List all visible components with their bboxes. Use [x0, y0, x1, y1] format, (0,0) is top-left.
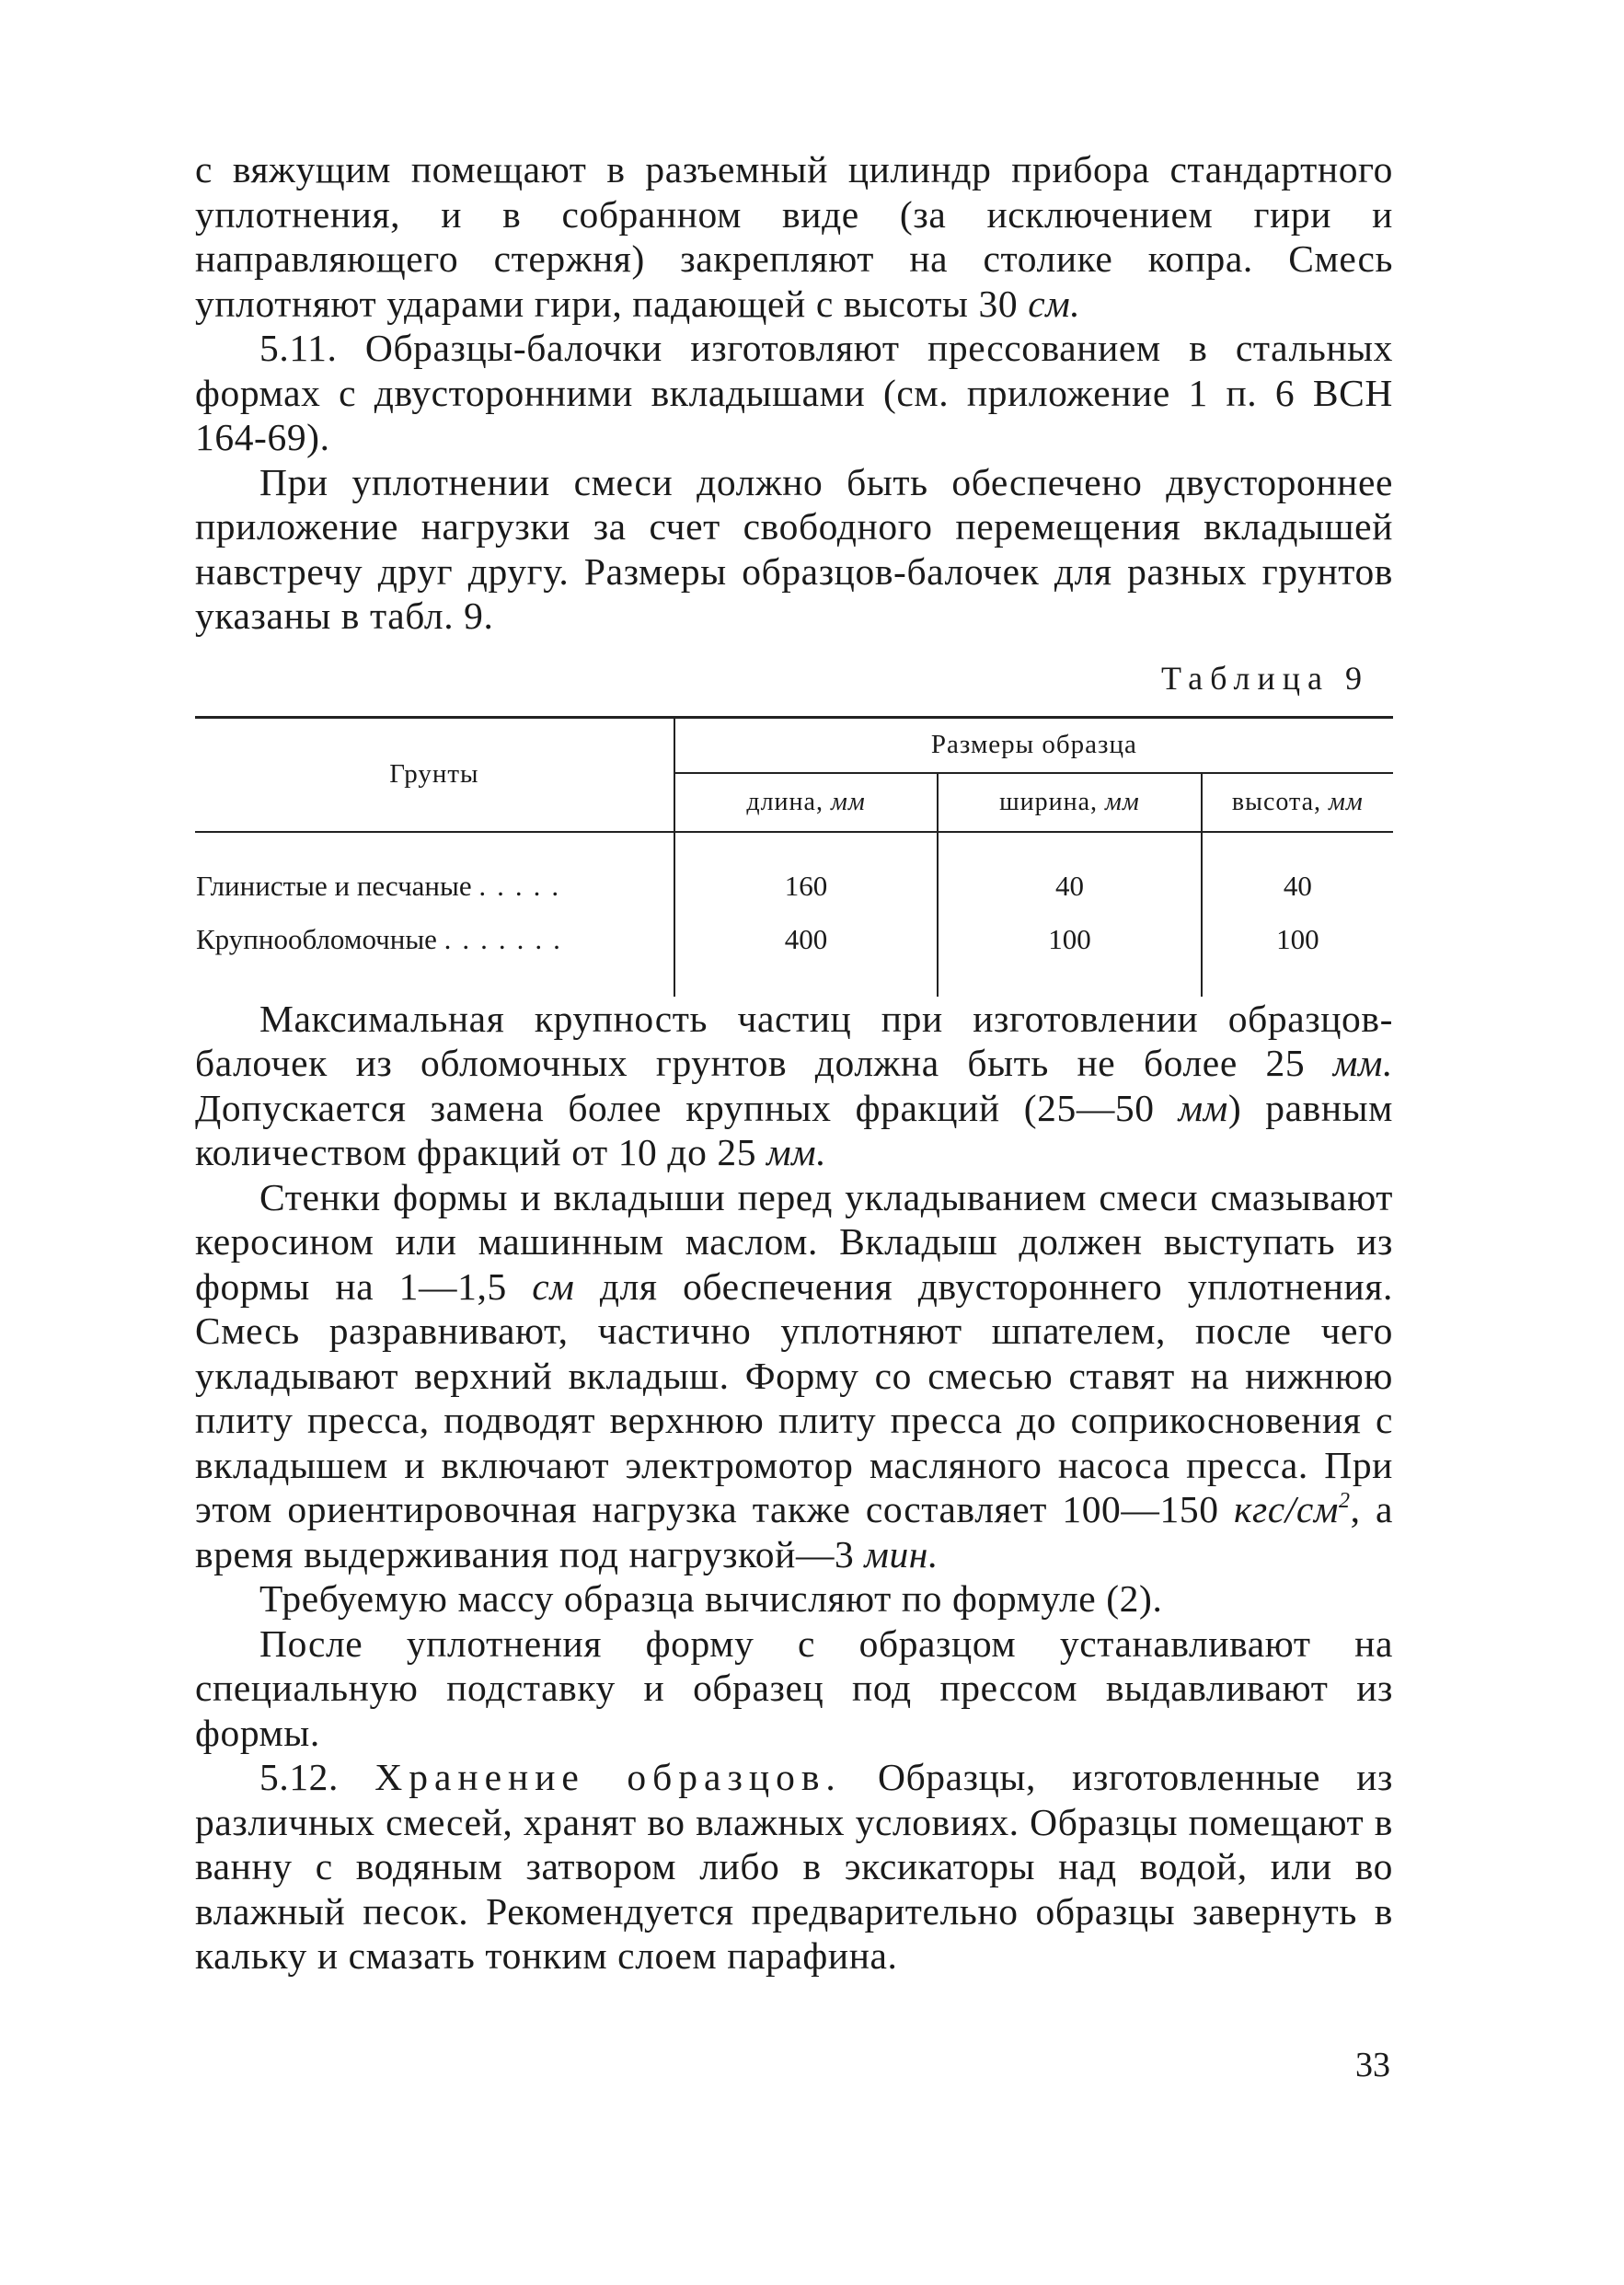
length-value: 160: [674, 832, 938, 913]
paragraph-text: Стенки формы и вкладыши перед укладыванием смеси смазывают керосином или машинным маслом. Вкладыш должен выступать из формы на 1—1,5: [195, 1175, 1393, 1308]
unit-text: мин.: [864, 1532, 939, 1575]
paragraph-text: Максимальная крупность частиц при изготовлении образцов-балочек из обломочных грунтов должна быть не более 25: [195, 997, 1393, 1084]
width-value: 100: [938, 913, 1201, 997]
column-header-width: [938, 773, 1201, 832]
paragraph-5-12: [195, 1755, 1393, 1979]
paragraph-max-particle: [195, 997, 1393, 1175]
table-9: [195, 716, 1393, 997]
paragraph-5-11: 5.11. Образцы-балочки изготовляют прессованием в стальных формах с двусторонними вкладышами (см. приложение 1 п. 6 ВСН 164-69).: [195, 327, 1393, 458]
unit-text: см: [532, 1264, 575, 1308]
unit-text: мм.: [766, 1131, 827, 1173]
section-number: 5.12.: [259, 1756, 375, 1798]
column-header-length: [674, 773, 938, 832]
section-heading: Хранение образцов.: [374, 1756, 842, 1798]
unit-superscript: 2: [1339, 1489, 1351, 1513]
height-value: 100: [1202, 913, 1393, 997]
paragraph-loading: При уплотнении смеси должно быть обеспечено двустороннее приложение нагрузки за счет свободного перемещения вкладышей навстречу друг другу. Размеры образцов-балочек для разных грунтов указаны в табл. 9.: [195, 460, 1393, 637]
paragraph-after-compaction: После уплотнения форму с образцом устанавливают на специальную подставку и образец под прессом выдавливают из формы.: [195, 1621, 1393, 1754]
soil-name: [195, 913, 674, 997]
unit-text: мм: [830, 787, 866, 816]
paragraph-form-walls: [195, 1175, 1393, 1577]
paragraph-text: Допускается замена более крупных фракций (25—50: [195, 1086, 1179, 1129]
page-number: 33: [1355, 2046, 1390, 2084]
paragraph-text: с вяжущим помещают в разъемный цилиндр прибора стандартного уплотнения, и в собранном виде (за исключением гири и направляющего стержня) закрепляют на столике копра. Смесь уплотняют ударами гири, падающей с высоты 30: [195, 148, 1393, 325]
paragraph-text: ) равным количеством фракций от 10 до 25: [195, 1086, 1393, 1173]
column-header-height: [1202, 773, 1393, 832]
height-value: 40: [1202, 832, 1393, 913]
soil-name: [195, 832, 674, 913]
table-caption: Таблица 9: [1161, 659, 1369, 697]
unit-text: мм: [1178, 1086, 1228, 1129]
unit-text: см.: [1028, 282, 1081, 325]
paragraph-text: Образцы, изготовленные из различных смесей, хранят во влажных условиях. Образцы помещают в ванну с водяным затвором либо в эксикаторы над водой, или во влажный песок. Рекомендуется предварительно образцы завернуть в кальку и смазать тонким слоем парафина.: [195, 1756, 1393, 1977]
text-column: [195, 147, 1393, 1979]
unit-base: кгс/см: [1233, 1488, 1339, 1530]
paragraph-text: для обеспечения двустороннего уплотнения. Смесь разравнивают, частично уплотняют шпателем, после чего укладывают верхний вкладыш. Форму со смесью ставят на нижнюю плиту пресса, подводят верхнюю плиту пресса до соприкосновения с вкладышем и включают электромотор масляного насоса пресса. При этом ориентировочная нагрузка также составляет 100—150: [195, 1264, 1393, 1530]
table-row: [195, 832, 1393, 913]
unit-text: мм.: [1332, 1042, 1393, 1084]
length-value: 400: [674, 913, 938, 997]
table-row: [195, 913, 1393, 997]
paragraph-text: , а время выдерживания под нагрузкой—3: [195, 1488, 1393, 1575]
column-group-header: Размеры образца: [674, 717, 1393, 773]
unit-text: мм: [1105, 787, 1140, 816]
paragraph-mass: Требуемую массу образца вычисляют по формуле (2).: [259, 1577, 1163, 1620]
header-label: высота,: [1231, 787, 1330, 816]
leader-dots: .....: [478, 869, 570, 902]
header-label: ширина,: [999, 787, 1106, 816]
header-label: длина,: [746, 787, 831, 816]
paragraph-continuation: [195, 147, 1393, 326]
soil-label: Глинистые и песчаные: [196, 869, 472, 902]
column-header-grunty: Грунты: [195, 717, 674, 832]
soil-label: Крупнообломочные: [196, 922, 437, 955]
unit-text: [1234, 1488, 1351, 1530]
unit-text: мм: [1329, 787, 1364, 816]
leader-dots: .......: [443, 922, 571, 955]
width-value: 40: [938, 832, 1201, 913]
